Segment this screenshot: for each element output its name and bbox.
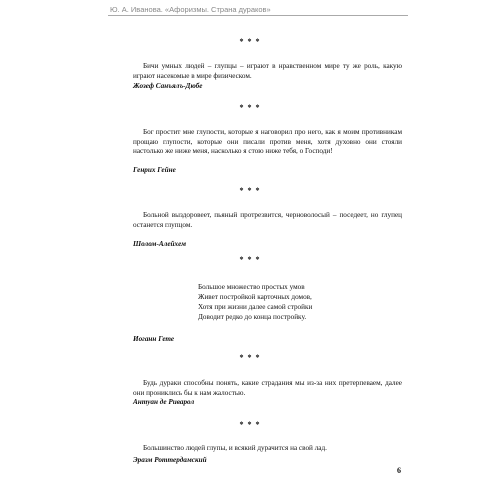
section-separator: * * * — [239, 420, 261, 429]
section-separator: * * * — [239, 103, 261, 112]
section-separator: * * * — [239, 353, 261, 362]
running-header: Ю. А. Иванова. «Афоризмы. Страна дураков» — [110, 5, 271, 14]
aphorism-text: Бог простит мне глупости, которые я наговорил про него, как я моим противникам прощаю глупости, которые они писали против меня, хотя духовно они стояли настолько же ниже меня, насколько я стою ниже тебя, о Господи! — [133, 128, 402, 155]
section-separator: * * * — [239, 186, 261, 195]
aphorism-author: Антуан де Риварол — [133, 398, 195, 406]
poem — [198, 282, 398, 322]
aphorism-text: Будь дураки способны понять, какие страдания мы из-за них претерпеваем, далее они прониклись бы к нам жалостью. — [133, 379, 402, 397]
poem-line: Доводит редко до конца постройку. — [198, 313, 307, 321]
aphorism-text: Бичи умных людей – глупцы – играют в нравственном мире ту же роль, какую играют насекомые в мире физическом. — [133, 62, 402, 80]
section-separator: * * * — [239, 255, 261, 264]
aphorism-author: Генрих Гейне — [133, 166, 176, 174]
poem-line: Большое множество простых умов — [198, 283, 305, 291]
header-rule — [108, 15, 408, 16]
aphorism-text: Большинство людей глупы, и всякий дурачится на свой лад. — [143, 444, 327, 452]
aphorism-text: Больной выздоровеет, пьяный протрезвится, черноволосый – поседеет, но глупец останется глупцом. — [133, 211, 402, 229]
aphorism-author: Жозеф Санъялъ-Дюбе — [133, 82, 203, 90]
aphorism-author: Шолом-Алейхем — [133, 240, 187, 248]
section-separator: * * * — [239, 37, 261, 46]
poem-line: Хотя при жизни далее самой стройки — [198, 303, 313, 311]
aphorism-author: Эразм Роттердамский — [133, 456, 207, 464]
poem-line: Живет постройкой карточных домов, — [198, 293, 312, 301]
page-number: 6 — [397, 466, 401, 475]
aphorism-author: Иоганн Гете — [133, 335, 175, 343]
